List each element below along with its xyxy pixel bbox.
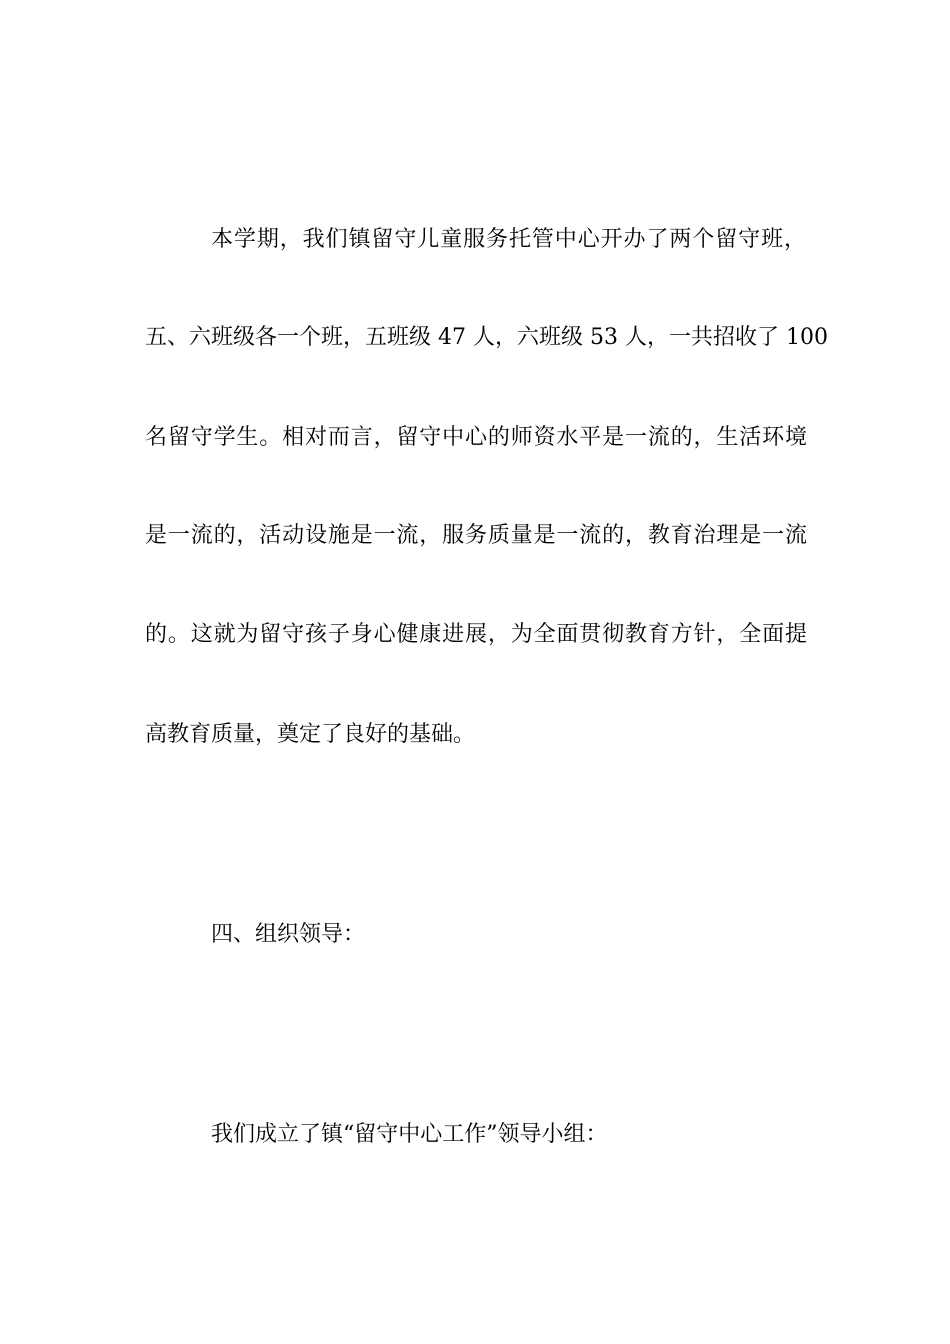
paragraph-text: 我们成立了镇“留守中心工作”领导小组： <box>211 1122 608 1147</box>
section-heading: 四、组织领导： <box>211 922 366 947</box>
paragraph-line-2: 五、六班级各一个班，五班级 47 人，六班级 53 人，一共招收了 100 <box>145 325 828 350</box>
paragraph-line-1: 本学期，我们镇留守儿童服务托管中心开办了两个留守班， <box>211 227 806 252</box>
paragraph-line-5: 的。这就为留守孩子身心健康进展，为全面贯彻教育方针，全面提 <box>145 622 807 647</box>
paragraph-line-4: 是一流的，活动设施是一流，服务质量是一流的，教育治理是一流 <box>145 523 807 548</box>
paragraph-line-3: 名留守学生。相对而言，留守中心的师资水平是一流的，生活环境 <box>145 425 807 450</box>
paragraph-line-6: 高教育质量，奠定了良好的基础。 <box>145 722 476 747</box>
